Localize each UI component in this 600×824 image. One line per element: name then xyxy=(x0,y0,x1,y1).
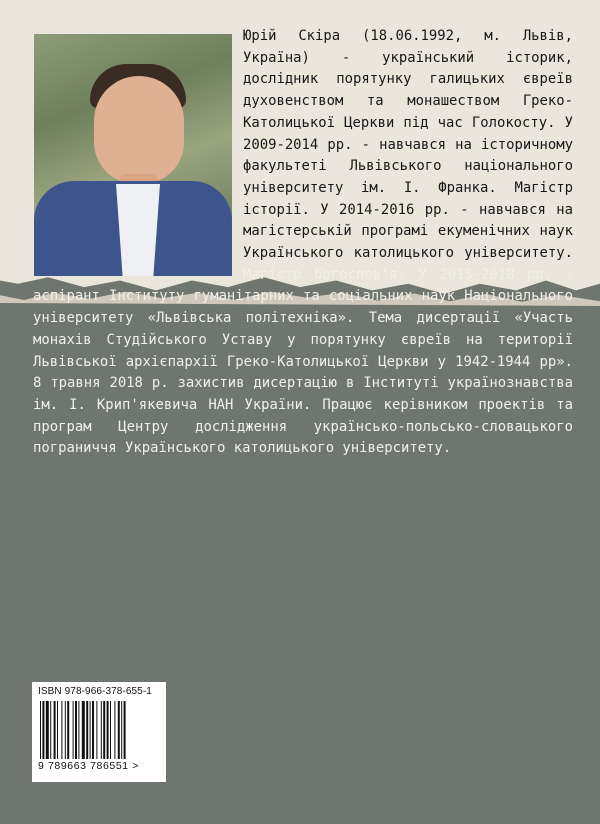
bio-text-paper: Юрій Скіра (18.06.1992, м. Львів, Україна) - український історик, дослідник порятунку галицьких євреїв духовенством та монашеством Греко-Католицької Церкви під час Голокосту. У 2009-2014 рр. - навчався на історичному факультеті Львівського національного університету ім. І. Франка. Магістр історії. У 2014-2016 рр. - навчався на магістерській програмі екуменічних наук Українського католицького університету. xyxy=(243,28,573,262)
isbn-barcode xyxy=(32,682,166,782)
barcode-bars xyxy=(38,701,160,759)
bio-text-dark: Магістр богослов'я. У 2015-2018 рр. - аспірант Інституту гуманітарних та соціальних наук Національного університету «Львівська політехніка». Тема дисертації «Участь монахів Студійського Уставу у порятунку євреїв на території Львівської архієпархії Греко-Католицької Церкви у 1942-1944 рр». 8 травня 2018 р. захистив дисертацію в Інституті українознавства ім. І. Крип'якевича НАН України. Працює керівником проектів та програм Центру дослідження українсько-польсько-словацького пограниччя Українського католицького університету. xyxy=(33,266,573,457)
isbn-label: ISBN 978-966-378-655-1 xyxy=(38,686,152,697)
barcode-digits: 9 789663 786551 > xyxy=(38,760,139,772)
author-biography xyxy=(33,26,573,460)
